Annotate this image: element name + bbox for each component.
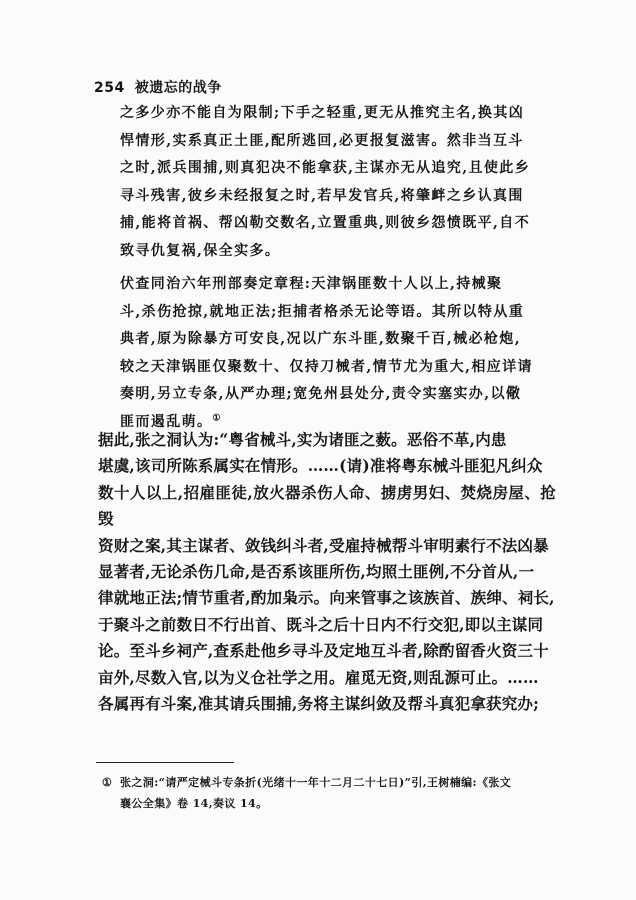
body-paragraph: 据此,张之洞认为:“粤省械斗,实为诸匪之薮。恶俗不革,内患 堪虞,该司所陈系属实在情形。……(请)准将粤东械斗匪犯凡纠众 数十人以上,招雇匪徒,放火器杀伤人命、掳虏男妇、焚烧房屋、抢毁 资财之案,其主谋者、敛钱纠斗者,受雇持械帮斗审明素行不法凶暴 显著者,无论杀伤几命,是否系该匪所伤,均照土匪例,不分首从,一 律就地正法;情节重者,酌加枭示。向来管事之该族首、族绅、祠长, 于聚斗之前数日不行出首、既斗之后十日内不行交犯,即以主谋同 论。至斗乡祠产,查系赴他乡寻斗及定地互斗者,除酌留香火资三十 亩外,尽数入官,以为义仓社学之用。雇觅无资,则乱源可止。…… 各属再有斗案,准其请兵围捕,务将主谋纠敛及帮斗真犯拿获究办;: [98, 430, 556, 714]
running-header: [94, 77, 222, 97]
footnote-separator: [96, 762, 234, 763]
quote-2-text: 伏查同治六年刑部奏定章程:天津锅匪数十人以上,持械聚 斗,杀伤抢掠,就地正法;拒捕者格杀无论等语。其所以特从重 典者,原为除暴方可安良,况以广东斗匪,数聚千百,械必枪炮, 较之天津锅匪仅聚数十、仅持刀械者,情节尤为重大,相应详请 奏明,另立专条,从严办理;宽免州县处分,责令实塞实办,以儆 匪而遏乱萌。: [120, 276, 533, 430]
footnote-mark: ①: [102, 776, 113, 789]
page-number: 254: [94, 80, 125, 96]
block-quote-paragraph-1: 之多少亦不能自为限制;下手之轻重,更无从推究主名,换其凶 悍情形,实系真正土匪,配所逃回,必更报复滋害。然非当互斗 之时,派兵围捕,则真犯决不能拿获,主谋亦无从追究,且使此乡 寻斗残害,彼乡未经报复之时,若早发官兵,将肇衅之乡认真围 捕,能将首祸、帮凶勒交数名,立置重典,则彼乡怨愤既平,自不 致寻仇复祸,保全实多。: [120, 105, 531, 259]
footnote: [102, 772, 556, 814]
running-title: 被遗忘的战争: [134, 80, 222, 96]
footnote-reference: ①: [212, 413, 222, 424]
block-quote-paragraph-2: [120, 271, 554, 437]
footnote-text: 张之洞:“请严定械斗专条折(光绪十一年十二月二十七日)”引,王树楠编:《张文 襄公全集》卷 14,奏议 14。: [120, 776, 512, 810]
